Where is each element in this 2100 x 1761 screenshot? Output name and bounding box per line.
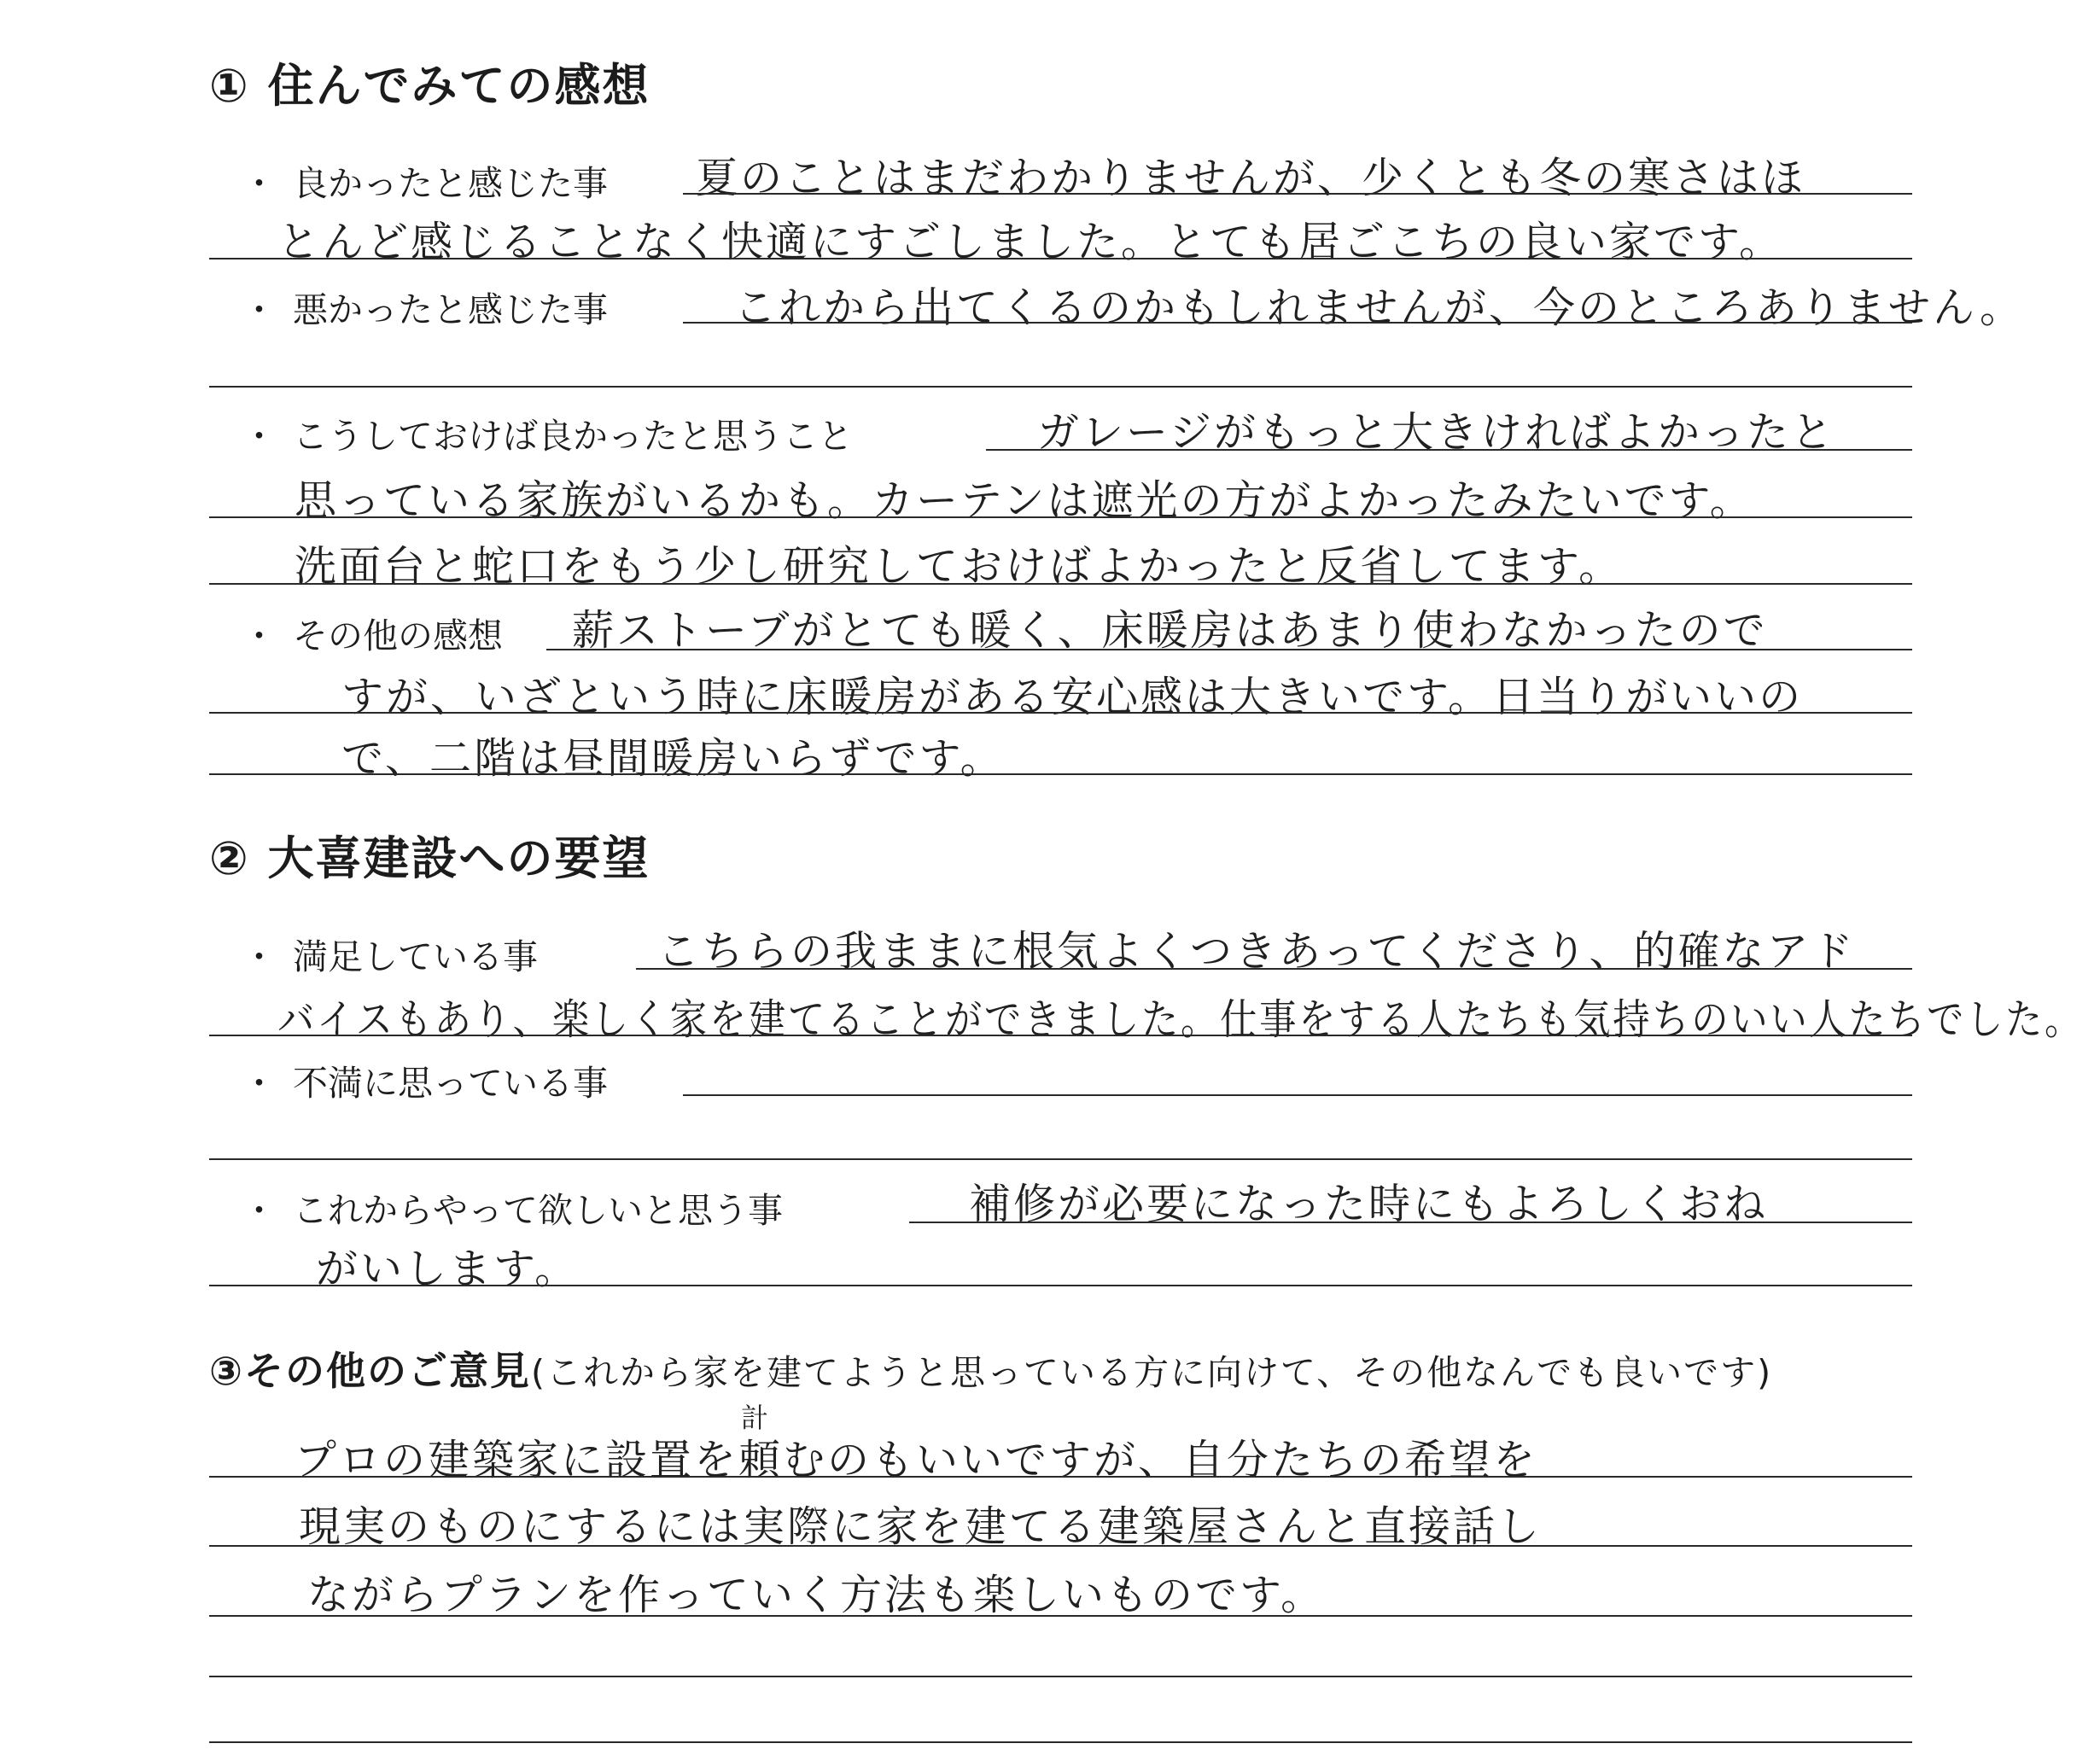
answer-rule <box>683 1094 1912 1096</box>
answer-rule <box>209 773 1912 775</box>
answer-rule <box>209 258 1912 259</box>
requests-answer-line-1: 補修が必要になった時にもよろしくおね <box>969 1180 1769 1228</box>
other-impressions-label <box>242 608 503 658</box>
opinion-answer-line-2: 現実のものにするには実際に家を建てる建築屋さんと直接話し <box>299 1502 1543 1551</box>
other-impressions-answer-line-1: 薪ストーブがとても暖く、床暖房はあまり使わなかったので <box>572 606 1768 655</box>
answer-rule <box>909 1222 1912 1223</box>
answer-rule <box>209 1676 1912 1677</box>
bullet: ・ <box>242 1190 277 1231</box>
opinion-answer-line-1: プロの建築家に設置を頼むのもいいですが、自分たちの希望を <box>295 1436 1538 1484</box>
bad-points-label <box>242 282 608 332</box>
answer-rule <box>636 968 1912 970</box>
bad-points-answer-line-1: これから出てくるのかもしれませんが、今のところありません。 <box>734 283 2024 332</box>
other-impressions-answer-line-3: で、二階は昼間暖房いらずです。 <box>341 734 1005 783</box>
satisfied-answer-line-2: バイスもあり、楽しく家を建てることができました。仕事をする人たちも気持ちのいい人たちでした。 <box>277 995 2085 1044</box>
answer-rule <box>986 449 1912 451</box>
hindsight-label <box>242 408 853 458</box>
correction-note: 計 <box>741 1402 769 1434</box>
answer-rule <box>683 193 1912 195</box>
answer-rule <box>209 516 1912 518</box>
satisfied-answer-line-1: こちらの我ままに根気よくつきあってくださり、的確なアド <box>657 927 1856 976</box>
bullet: ・ <box>242 936 277 977</box>
answer-rule <box>209 1741 1912 1743</box>
section-2-heading: ② 大喜建設への要望 <box>209 831 650 885</box>
answer-rule <box>209 583 1912 585</box>
answer-rule <box>209 712 1912 714</box>
section-1-heading: ① 住んでみての感想 <box>209 59 650 113</box>
bullet: ・ <box>242 416 277 457</box>
hindsight-answer-line-2: 思っている家族がいるかも。カーテンは遮光の方がよかったみたいです。 <box>295 476 1754 525</box>
bullet: ・ <box>242 163 277 204</box>
other-impressions-label-text: その他の感想 <box>293 615 503 656</box>
good-points-answer-line-2: とんど感じることなく快適にすごしました。とても居ごこちの良い家です。 <box>277 218 1784 266</box>
answer-rule <box>209 1035 1912 1036</box>
hindsight-answer-line-1: ガレージがもっと大きければよかったと <box>1037 408 1836 457</box>
bullet: ・ <box>242 289 277 330</box>
hindsight-label-text: こうしておけば良かったと思うこと <box>293 416 853 457</box>
answer-rule <box>209 1158 1912 1160</box>
section-3-heading <box>209 1340 1772 1397</box>
requests-label-text: これからやって欲しいと思う事 <box>293 1190 783 1231</box>
good-points-answer-line-1: 夏のことはまだわかりませんが、少くとも冬の寒さはほ <box>696 154 1806 202</box>
requests-answer-line-2: がいします。 <box>316 1245 580 1293</box>
satisfied-label <box>242 929 538 979</box>
other-impressions-answer-line-2: すが、いざという時に床暖房がある安心感は大きいです。日当りがいいの <box>341 673 1804 721</box>
good-points-label-text: 良かったと感じた事 <box>293 163 608 204</box>
dissatisfied-label-text: 不満に思っている事 <box>293 1063 608 1104</box>
dissatisfied-label <box>242 1055 608 1105</box>
bullet: ・ <box>242 1063 277 1104</box>
answer-rule <box>209 1615 1912 1617</box>
hindsight-answer-line-3: 洗面台と蛇口をもう少し研究しておけばよかったと反省してます。 <box>295 542 1624 591</box>
answer-rule <box>546 649 1912 650</box>
satisfied-label-text: 満足している事 <box>293 936 538 977</box>
opinion-answer-line-3: ながらプランを作っていく方法も楽しいものです。 <box>307 1571 1326 1619</box>
answer-rule <box>209 1476 1912 1478</box>
requests-label <box>242 1182 783 1233</box>
answer-rule <box>209 386 1912 388</box>
answer-rule <box>209 1545 1912 1547</box>
answer-rule <box>209 1285 1912 1286</box>
good-points-label <box>242 155 608 206</box>
section-3-subtitle: (これから家を建てようと思っている方に向けて、その他なんでも良いです) <box>530 1352 1773 1393</box>
answer-rule <box>683 322 1912 324</box>
bad-points-label-text: 悪かったと感じた事 <box>293 289 608 330</box>
section-3-title: ③その他のご意見 <box>209 1348 531 1394</box>
bullet: ・ <box>242 615 277 656</box>
